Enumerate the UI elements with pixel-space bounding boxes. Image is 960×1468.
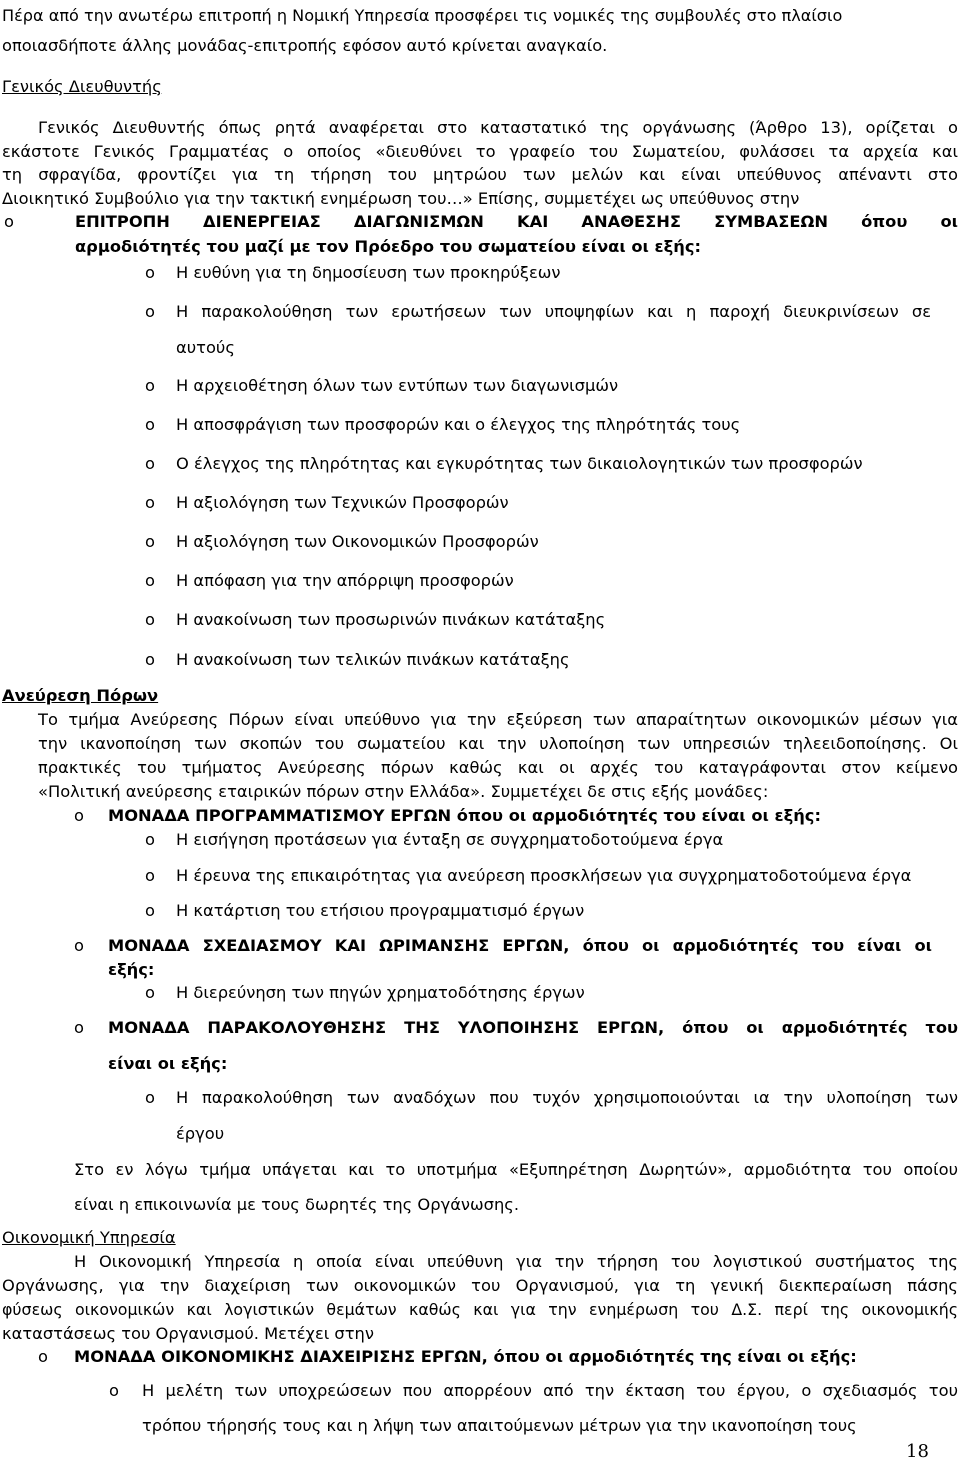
finance-paragraph-line: φύσεως οικονομικών και λογιστικών θεμάτων καθώς και για την ενημέρωση του Δ.Σ. περί της οικονομικής <box>2 1300 958 1319</box>
unit-programming-title: ΜΟΝΑΔΑ ΠΡΟΓΡΑΜΜΑΤΙΣΜΟΥ ΕΡΓΩΝ όπου οι αρμοδιότητές του είναι οι εξής: <box>108 806 821 825</box>
unit-planning-title-line-2: εξής: <box>108 960 155 979</box>
bullet-marker: o <box>74 936 84 955</box>
bullet-marker: o <box>74 806 84 825</box>
bullet-marker: o <box>145 493 155 512</box>
duty-item: Η αποσφράγιση των προσφορών και ο έλεγχος της πληρότητάς τους <box>176 415 741 434</box>
unit-monitoring-title-line-2: είναι οι εξής: <box>108 1054 228 1073</box>
general-director-heading: Γενικός Διευθυντής <box>2 77 162 96</box>
bullet-marker: o <box>145 830 155 849</box>
gd-paragraph-line: Διοικητικό Συμβούλιο για την τακτική ενημέρωση του…» Επίσης, συμμετέχει ως υπεύθυνος στην <box>2 189 800 208</box>
duty-item: Η απόφαση για την απόρριψη προσφορών <box>176 571 514 590</box>
funding-paragraph-line: Το τμήμα Ανεύρεσης Πόρων είναι υπεύθυνο για την εξεύρεση των απαραίτητων οικονομικών μέσων για <box>38 710 958 729</box>
bullet-marker: o <box>145 901 155 920</box>
bullet-marker: o <box>145 571 155 590</box>
unit-item: Η παρακολούθηση των αναδόχων που τυχόν χρησιμοποιούνται ια την υλοποίηση των <box>176 1088 958 1107</box>
donors-line-2: είναι η επικοινωνία με τους δωρητές της Οργάνωσης. <box>74 1195 520 1214</box>
duty-item: Η αρχειοθέτηση όλων των εντύπων των διαγωνισμών <box>176 376 619 395</box>
unit-financial-title: ΜΟΝΑΔΑ ΟΙΚΟΝΟΜΙΚΗΣ ΔΙΑΧΕΙΡΙΣΗΣ ΕΡΓΩΝ, όπου οι αρμοδιότητές της είναι οι εξής: <box>74 1347 857 1366</box>
committee-title-line-2: αρμοδιότητές του μαζί με τον Πρόεδρο του σωματείου είναι οι εξής: <box>75 237 701 256</box>
bullet-marker: o <box>145 983 155 1002</box>
bullet-marker: o <box>145 454 155 473</box>
duty-item: Ο έλεγχος της πληρότητας και εγκυρότητας των δικαιολογητικών των προσφορών <box>176 454 863 473</box>
unit-item: Η κατάρτιση του ετήσιου προγραμματισμό έργων <box>176 901 585 920</box>
bullet-marker: o <box>145 376 155 395</box>
page-number: 18 <box>906 1441 929 1462</box>
bullet-marker: o <box>145 610 155 629</box>
bullet-marker: o <box>145 532 155 551</box>
unit-item: Η έρευνα της επικαιρότητας για ανεύρεση προσκλήσεων για συγχρηματοδοτούμενα έργα <box>176 866 912 885</box>
bullet-marker: o <box>145 866 155 885</box>
unit-item: Η μελέτη των υποχρεώσεων που απορρέουν από την έκταση του έργου, ο σχεδιασμός του <box>142 1381 958 1400</box>
unit-monitoring-title-line-1: ΜΟΝΑΔΑ ΠΑΡΑΚΟΛΟΥΘΗΣΗΣ ΤΗΣ ΥΛΟΠΟΙΗΣΗΣ ΕΡΓΩΝ, όπου οι αρμοδιότητές του <box>108 1018 958 1037</box>
unit-item: Η διερεύνηση των πηγών χρηματοδότησης έργων <box>176 983 585 1002</box>
duty-item: Η ευθύνη για τη δημοσίευση των προκηρύξεων <box>176 263 561 282</box>
bullet-marker: o <box>145 415 155 434</box>
intro-line-2: οποιασδήποτε άλλης μονάδας-επιτροπής εφόσον αυτό κρίνεται αναγκαίο. <box>2 36 608 55</box>
duty-item: Η ανακοίνωση των τελικών πινάκων κατάταξης <box>176 650 570 669</box>
funding-paragraph-line: «Πολιτική ανεύρεσης εταιρικών πόρων στην Ελλάδα». Συμμετέχει δε στις εξής μονάδες: <box>38 782 769 801</box>
donors-line-1: Στο εν λόγω τμήμα υπάγεται και το υποτμήμα «Εξυπηρέτηση Δωρητών», αρμοδιότητα του οποίου <box>74 1160 958 1179</box>
duty-item: Η ανακοίνωση των προσωρινών πινάκων κατάταξης <box>176 610 606 629</box>
bullet-marker: o <box>145 302 155 321</box>
finance-paragraph-line: Οργάνωσης, για την διαχείριση των οικονομικών του Οργανισμού, για τη γενική διεκπεραίωση πάσης <box>2 1276 958 1295</box>
bullet-marker: o <box>38 1347 48 1366</box>
funding-paragraph-line: πρακτικές του τμήματος Ανεύρεσης πόρων καθώς και οι αρχές του καταγράφονται στον κείμενο <box>38 758 958 777</box>
unit-item: Η εισήγηση προτάσεων για ένταξη σε συγχρηματοδοτούμενα έργα <box>176 830 724 849</box>
bullet-marker: o <box>4 212 14 231</box>
bullet-marker: o <box>145 1088 155 1107</box>
bullet-marker: o <box>109 1381 119 1400</box>
duty-item-continuation: αυτούς <box>176 338 235 357</box>
finance-paragraph-line: καταστάσεως του Οργανισμού. Μετέχει στην <box>2 1324 374 1343</box>
funding-paragraph-line: την ικανοποίηση των σκοπών του σωματείου και την υλοποίηση των υπηρεσιών τηλεειδοποίησης. Οι <box>38 734 958 753</box>
committee-title-line-1: ΕΠΙΤΡΟΠΗ ΔΙΕΝΕΡΓΕΙΑΣ ΔΙΑΓΩΝΙΣΜΩΝ ΚΑΙ ΑΝΑΘΕΣΗΣ ΣΥΜΒΑΣΕΩΝ όπου οι <box>75 212 958 231</box>
bullet-marker: o <box>74 1018 84 1037</box>
duty-item: Η αξιολόγηση των Οικονομικών Προσφορών <box>176 532 539 551</box>
gd-paragraph-line: εκάστοτε Γενικός Γραμματέας ο οποίος «διευθύνει το γραφείο του Σωματείου, φυλάσσει τα αρχεία και <box>2 142 958 161</box>
duty-item: Η αξιολόγηση των Τεχνικών Προσφορών <box>176 493 509 512</box>
intro-line-1: Πέρα από την ανωτέρω επιτροπή η Νομική Υπηρεσία προσφέρει τις νομικές της συμβουλές στο πλαίσιο <box>2 6 843 25</box>
finance-heading: Οικονομική Υπηρεσία <box>2 1228 176 1247</box>
bullet-marker: o <box>145 650 155 669</box>
unit-item-continuation: έργου <box>176 1124 225 1143</box>
duty-item: Η παρακολούθηση των ερωτήσεων των υποψηφίων και η παροχή διευκρινίσεων σε <box>176 302 931 321</box>
gd-paragraph-line: τη σφραγίδα, φροντίζει για τη τήρηση του μητρώου των μελών και είναι υπεύθυνος απέναντι στο <box>2 165 958 184</box>
gd-paragraph-line: Γενικός Διευθυντής όπως ρητά αναφέρεται στο καταστατικό της οργάνωσης (Άρθρο 13), ορίζεται ο <box>38 118 958 137</box>
finance-paragraph-line: Η Οικονομική Υπηρεσία η οποία είναι υπεύθυνη για την τήρηση του λογιστικού συστήματος της <box>74 1252 958 1271</box>
unit-planning-title-line-1: ΜΟΝΑΔΑ ΣΧΕΔΙΑΣΜΟΥ ΚΑΙ ΩΡΙΜΑΝΣΗΣ ΕΡΓΩΝ, όπου οι αρμοδιότητές του είναι οι <box>108 936 932 955</box>
bullet-marker: o <box>145 263 155 282</box>
unit-item-continuation: τρόπου τήρησής τους και η λήψη των απαιτούμενων μέτρων για την ικανοποίηση τους <box>142 1416 857 1435</box>
funding-heading: Ανεύρεση Πόρων <box>2 686 159 705</box>
